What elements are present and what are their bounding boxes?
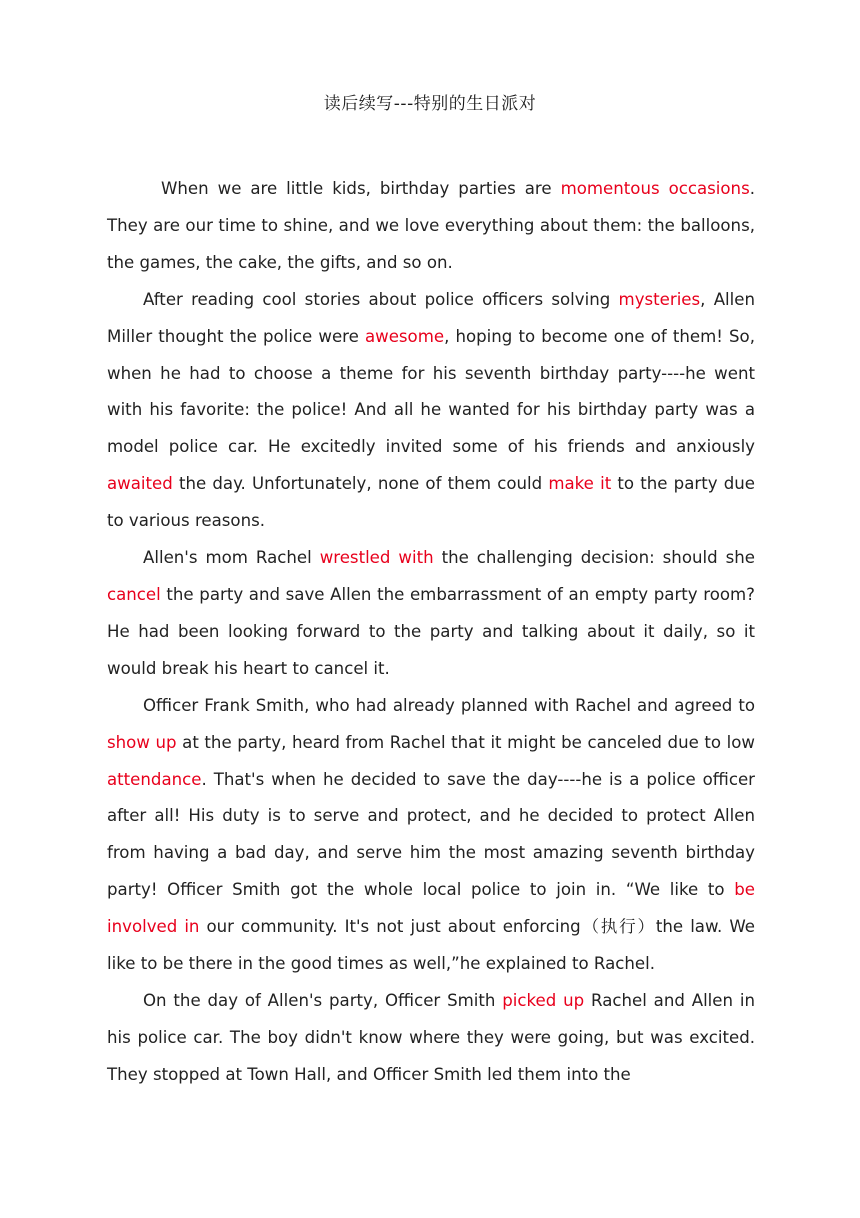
document-title: 读后续写---特别的生日派对 bbox=[323, 94, 537, 114]
text-segment: Officer Frank Smith, who had already planned with Rachel and agreed to bbox=[143, 695, 755, 715]
paragraph bbox=[107, 171, 755, 282]
paragraph bbox=[107, 282, 755, 540]
document-body bbox=[107, 171, 755, 1094]
highlighted-phrase: cancel bbox=[107, 584, 161, 604]
text-segment: , hoping to become one of them! So, when he had to choose a theme for his seventh birthday party----he went with his favorite: the police! And all he wanted for his birthday party was a model police car. He excitedly invited some of his friends and anxiously bbox=[107, 326, 755, 457]
text-segment: Allen's mom Rachel bbox=[143, 548, 320, 568]
text-segment: When we are little kids, birthday parties are bbox=[161, 179, 561, 198]
highlighted-phrase: picked up bbox=[502, 990, 585, 1010]
text-segment: to the party due to various reasons. bbox=[107, 474, 755, 531]
highlighted-phrase: attendance bbox=[107, 769, 202, 789]
text-segment: the challenging decision: should she bbox=[433, 548, 755, 568]
highlighted-phrase: awaited bbox=[107, 474, 173, 494]
highlighted-phrase: make it bbox=[548, 474, 612, 494]
text-segment: After reading cool stories about police officers solving bbox=[143, 289, 619, 309]
paragraph bbox=[107, 983, 755, 1094]
text-segment: . That's when he decided to save the day----he is a police officer after all! His duty is to serve and protect, and he decided to protect Allen from having a bad day, and serve him the most amazing seventh birthday party! Officer Smith got the whole local police to join in. “We like to bbox=[107, 769, 755, 900]
highlighted-phrase: mysteries bbox=[618, 289, 701, 309]
text-segment: our community. It's not just about enforcing（执行）the law. We like to be there in the good times as well,”he explained to Rachel. bbox=[107, 917, 755, 974]
paragraph bbox=[107, 540, 755, 688]
text-segment: , Allen Miller thought the police were bbox=[107, 289, 755, 346]
text-segment: the day. Unfortunately, none of them could bbox=[172, 474, 549, 494]
text-segment: the party and save Allen the embarrassment of an empty party room? He had been looking forward to the party and talking about it daily, so it would break his heart to cancel it. bbox=[107, 584, 755, 678]
highlighted-phrase: wrestled with bbox=[319, 548, 434, 568]
highlighted-phrase: be involved in bbox=[107, 880, 755, 937]
text-segment: On the day of Allen's party, Officer Smith bbox=[143, 990, 503, 1010]
text-segment: at the party, heard from Rachel that it might be canceled due to low bbox=[176, 732, 755, 752]
highlighted-phrase: show up bbox=[107, 732, 177, 752]
text-segment: . They are our time to shine, and we love everything about them: the balloons, the games, the cake, the gifts, and so on. bbox=[107, 179, 755, 272]
paragraph bbox=[107, 688, 755, 983]
text-segment: Rachel and Allen in his police car. The boy didn't know where they were going, but was excited. They stopped at Town Hall, and Officer Smith led them into the bbox=[107, 990, 755, 1084]
highlighted-phrase: momentous occasions bbox=[560, 179, 750, 198]
highlighted-phrase: awesome bbox=[364, 326, 445, 346]
